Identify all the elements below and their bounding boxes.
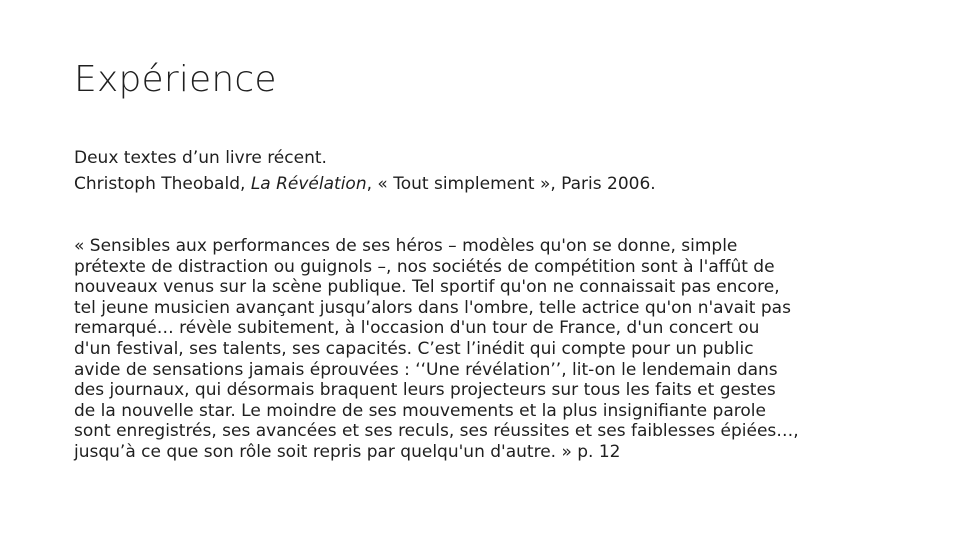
quote-line: d'un festival, ses talents, ses capacités. C’est l’inédit qui compte pour un public bbox=[74, 338, 754, 359]
slide-title: Expérience bbox=[74, 59, 277, 100]
quote-line: jusqu’à ce que son rôle soit repris par quelqu'un d'autre. » p. 12 bbox=[74, 441, 621, 462]
quote-line: remarqué… révèle subitement, à l'occasion d'un tour de France, d'un concert ou bbox=[74, 318, 760, 339]
intro-text bbox=[74, 145, 894, 197]
quote-line: « Sensibles aux performances de ses héros – modèles qu'on se donne, simple bbox=[74, 236, 738, 256]
citation-book-title: La Révélation bbox=[250, 174, 367, 194]
quote-line: prétexte de distraction ou guignols –, nos sociétés de compétition sont à l'affût de bbox=[74, 256, 775, 277]
quote-line: sont enregistrés, ses avancées et ses reculs, ses réussites et ses faiblesses épiées…, bbox=[74, 421, 799, 442]
intro-line-1: Deux textes d’un livre récent. bbox=[74, 148, 327, 168]
quote-line: de la nouvelle star. Le moindre de ses mouvements et la plus insignifiante parole bbox=[74, 400, 766, 421]
quote-line: des journaux, qui désormais braquent leurs projecteurs sur tous les faits et gestes bbox=[74, 380, 776, 401]
quote-line: tel jeune musicien avançant jusqu’alors dans l'ombre, telle actrice qu'on n'avait pas bbox=[74, 297, 791, 318]
intro-line-2 bbox=[74, 171, 894, 197]
citation-rest: , « Tout simplement », Paris 2006. bbox=[366, 174, 656, 194]
citation-author: Christoph Theobald, bbox=[74, 174, 251, 194]
quote-line: nouveaux venus sur la scène publique. Tel sportif qu'on ne connaissait pas encore, bbox=[74, 277, 780, 298]
quote-paragraph bbox=[74, 236, 904, 463]
quote-line: avide de sensations jamais éprouvées : ‘‘Une révélation’’, lit-on le lendemain dans bbox=[74, 359, 778, 380]
